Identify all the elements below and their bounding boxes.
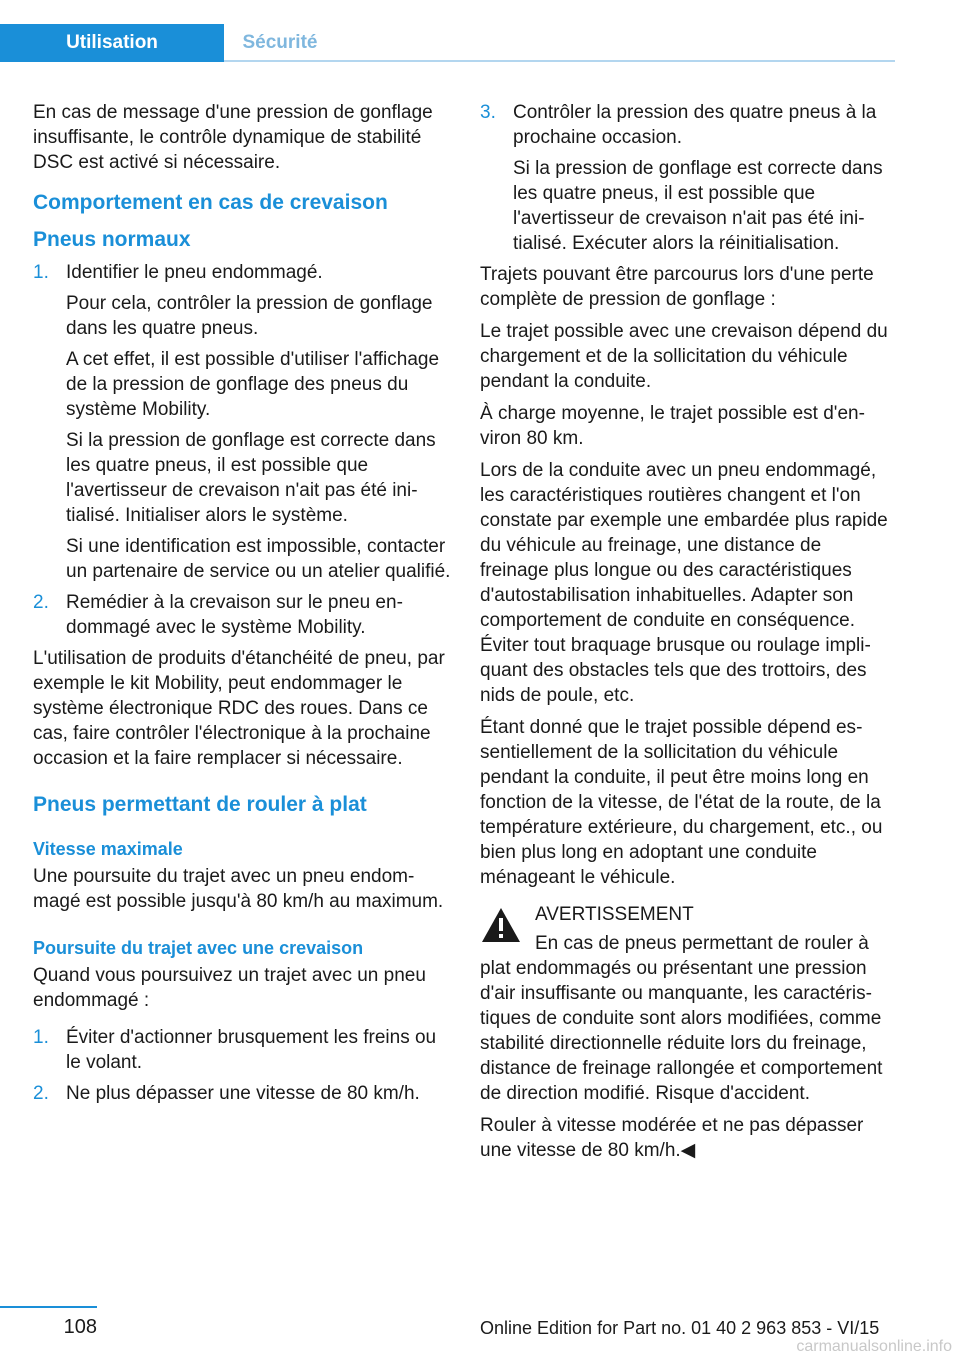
heading-poursuite: Poursuite du trajet avec une crevaison — [33, 938, 364, 958]
body-paragraph: Le trajet possible avec une crevaison dépend du chargement et de la sollicitation du véhicule pendant la conduite. — [480, 321, 888, 392]
heading-runflat: Pneus permettant de rouler à plat — [33, 793, 367, 816]
warning-triangle-icon — [480, 906, 522, 944]
step-text: A cet effet, il est possible d'utiliser l'affichage de la pression de gonflage des pneus du système Mobility. — [66, 349, 440, 420]
step-text: Ne plus dépasser une vitesse de 80 km/h. — [66, 1083, 420, 1104]
body-paragraph: Trajets pouvant être parcourus lors d'une perte complète de pression de gonflage : — [480, 264, 874, 310]
step-text: Pour cela, contrôler la pression de gonflage dans les quatre pneus. — [66, 293, 433, 339]
list-item — [33, 590, 451, 640]
body-paragraph: Lors de la conduite avec un pneu endommagé, les caractéristiques routières changent et l'on constate par exemple une embardée plus rapide du véhicule au freinage, une distance de freinage plus longue ou des caractéristiques d'autostabilisation inhabituelles. Adapter son comportement de conduite en conséquence. Éviter tout braquage brusque ou roulage impliquant des obstacles tels que des trottoirs, des nids de poule, etc. — [480, 460, 888, 706]
sealant-paragraph: L'utilisation de produits d'étanchéité de pneu, par exemple le kit Mobility, peut endommager le système électronique RDC des roues. Dans ce cas, faire contrôler l'électronique à la prochaine occasion et la faire remplacer si nécessaire. — [33, 648, 445, 769]
final-paragraph: Rouler à vitesse modérée et ne pas dépasser une vitesse de 80 km/h.◀ — [480, 1115, 864, 1161]
step-text: Si une identification est impossible, contacter un partenaire de service ou un atelier qualifié. — [66, 536, 451, 582]
watermark: carmanualsonline.info — [796, 1338, 952, 1355]
warning-text: En cas de pneus permettant de rouler à plat endommagés ou présentant une pression d'air insuffisante ou manquante, les caractéristiques de conduite sont alors modifiées, comme stabilité directionnelle réduite lors du freinage, distance de freinage rallongée et comportement de direction modifié. Risque d'accident. — [480, 933, 883, 1104]
intro-paragraph: En cas de message d'une pression de gonflage insuffisante, le contrôle dynamique de stabilité DSC est activé si nécessaire. — [33, 102, 433, 173]
list-number: 1. — [33, 1027, 49, 1048]
list-number: 2. — [33, 592, 49, 613]
right-column — [480, 100, 895, 1170]
header-tabs — [0, 24, 895, 62]
step-text: Si la pression de gonflage est correcte dans les quatre pneus, il est possible que l'avertisseur de crevaison n'ait pas été initialisé. Exécuter alors la réinitialisation. — [513, 158, 883, 254]
list-item — [33, 1025, 451, 1075]
vitesse-paragraph: Une poursuite du trajet avec un pneu endommagé est possible jusqu'à 80 km/h au maximum. — [33, 866, 444, 912]
left-column — [33, 100, 451, 1112]
list-number: 3. — [480, 102, 496, 123]
step-text: Identifier le pneu endommagé. — [66, 262, 323, 283]
list-number: 1. — [33, 262, 49, 283]
poursuite-paragraph: Quand vous poursuivez un trajet avec un pneu endommagé : — [33, 965, 426, 1011]
tab-utilisation[interactable]: Utilisation — [0, 24, 224, 62]
warning-title: AVERTISSEMENT — [535, 904, 694, 925]
step-text: Éviter d'actionner brusquement les freins ou le volant. — [66, 1027, 437, 1073]
header-rule — [224, 60, 895, 62]
tab-securite[interactable]: Sécurité — [242, 32, 318, 53]
heading-crevaison: Comportement en cas de crevaison — [33, 191, 388, 214]
body-paragraph: Étant donné que le trajet possible dépend essentiellement de la sollicitation du véhicule pendant la conduite, il peut être moins long en fonction de la vitesse, de l'état de la route, de la température extérieure, du chargement, etc., ou bien plus long en adoptant une conduite ménageant le véhicule. — [480, 717, 883, 888]
list-item — [33, 1081, 451, 1106]
warning-box — [480, 902, 895, 1106]
heading-pneus-normaux: Pneus normaux — [33, 228, 191, 251]
body-paragraph: À charge moyenne, le trajet possible est d'environ 80 km. — [480, 403, 865, 449]
list-item — [33, 260, 451, 584]
heading-vitesse-maximale: Vitesse maximale — [33, 839, 183, 859]
list-number: 2. — [33, 1083, 49, 1104]
step-text: Remédier à la crevaison sur le pneu endommagé avec le système Mobility. — [66, 592, 403, 638]
edition-note: Online Edition for Part no. 01 40 2 963 853 - VI/15 — [480, 1318, 880, 1338]
step-text: Si la pression de gonflage est correcte dans les quatre pneus, il est possible que l'avertisseur de crevaison n'ait pas été initialisé. Initialiser alors le système. — [66, 430, 436, 526]
page-number: 108 — [63, 1316, 97, 1338]
footer-rule — [0, 1306, 97, 1308]
list-item — [480, 100, 895, 256]
step-text: Contrôler la pression des quatre pneus à la prochaine occasion. — [513, 102, 877, 148]
